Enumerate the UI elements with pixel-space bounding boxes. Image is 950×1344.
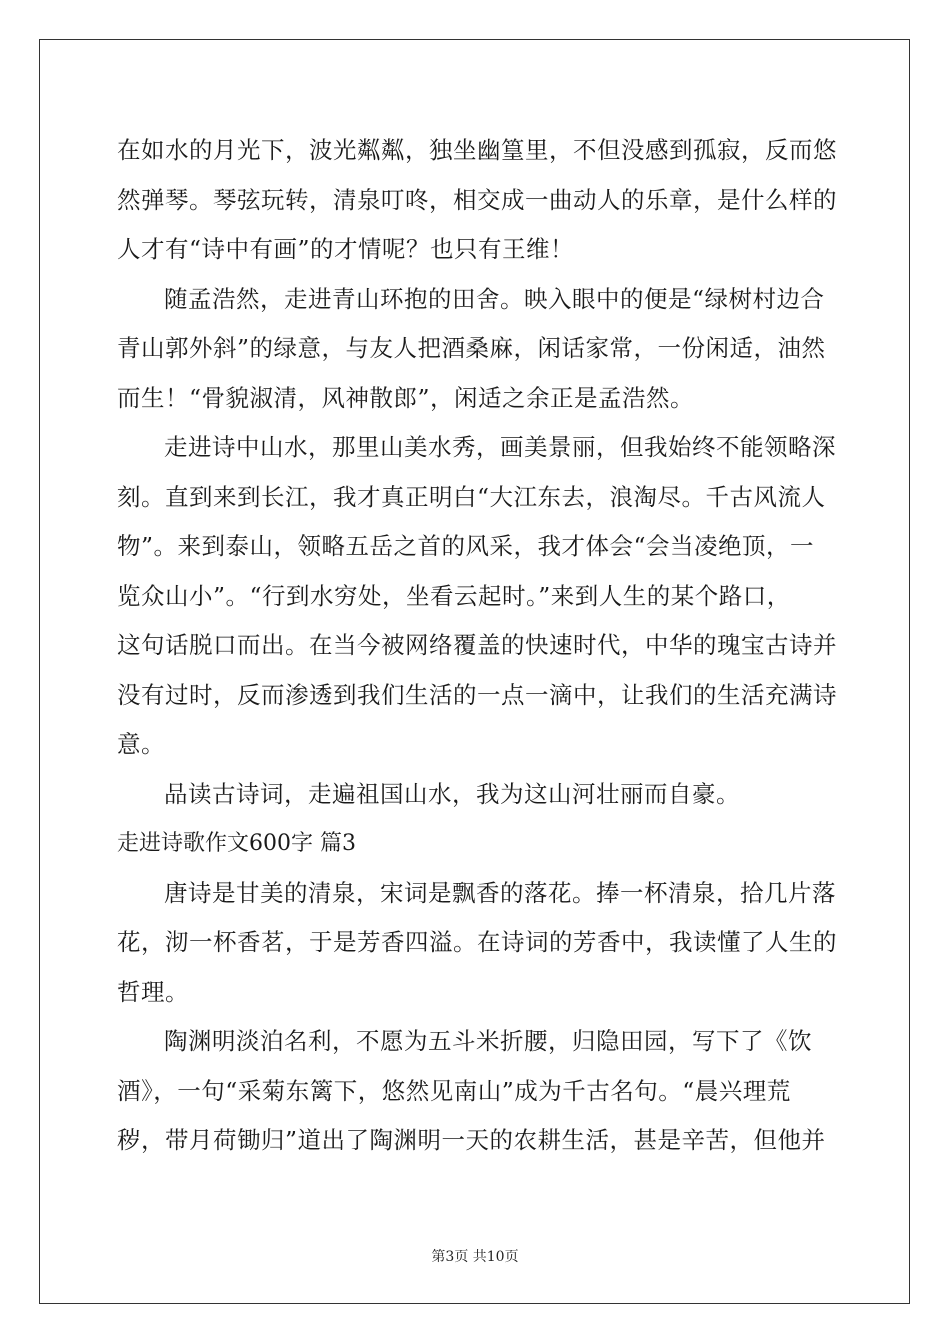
paragraph — [117, 869, 837, 1018]
text-line: 走进诗中山水，那里山美水秀，画美景丽，但我始终不能领略深 — [164, 433, 836, 461]
text-line: 随孟浩然，走进青山环抱的田舍。映入眼中的便是“绿树村边合 — [164, 284, 825, 313]
paragraph — [117, 275, 837, 424]
text-line: 人才有“诗中有画”的才情呢？也只有王维！ — [117, 235, 575, 263]
text-line: 哲理。 — [117, 977, 189, 1006]
text-line: 没有过时，反而渗透到我们生活的一点一滴中，让我们的生活充满诗 — [117, 680, 837, 709]
text-line: 而生！“骨貌淑清，风神散郎”，闲适之余正是孟浩然。 — [117, 383, 695, 412]
page-number-footer: 第3页 共10页 — [431, 1249, 519, 1265]
paragraph — [117, 1017, 837, 1166]
text-line: 在如水的月光下，波光粼粼，独坐幽篁里，不但没感到孤寂，反而悠 — [117, 136, 837, 164]
text-line: 酒》，一句“采菊东篱下，悠然见南山”成为千古名句。“晨兴理荒 — [117, 1076, 791, 1105]
text-line: 花，沏一杯香茗，于是芳香四溢。在诗词的芳香中，我读懂了人生的 — [117, 928, 837, 956]
text-line: 陶渊明淡泊名利，不愿为五斗米折腰，归隐田园，写下了《饮 — [164, 1027, 812, 1055]
text-line: 刻。直到来到长江，我才真正明白“大江东去，浪淘尽。千古风流人 — [117, 482, 826, 511]
text-line: 品读古诗词，走遍祖国山水，我为这山河壮丽而自豪。 — [164, 779, 740, 808]
text-line: 这句话脱口而出。在当今被网络覆盖的快速时代，中华的瑰宝古诗并 — [117, 631, 837, 659]
paragraph — [117, 126, 837, 275]
text-line: 唐诗是甘美的清泉，宋词是飘香的落花。捧一杯清泉，拾几片落 — [164, 878, 836, 907]
text-line: 物”。来到泰山，领略五岳之首的风采，我才体会“会当凌绝顶，一 — [117, 532, 815, 560]
text-line: 秽，带月荷锄归”道出了陶渊明一天的农耕生活，甚是辛苦，但他并 — [117, 1126, 826, 1154]
text-line: 意。 — [117, 730, 165, 758]
text-line: 然弹琴。琴弦玩转，清泉叮咚，相交成一曲动人的乐章，是什么样的 — [117, 185, 837, 214]
section-heading: 走进诗歌作文600字 篇3 — [117, 831, 356, 856]
document-body — [117, 126, 837, 1166]
paragraph — [117, 770, 837, 820]
text-line: 览众山小”。“行到水穷处，坐看云起时。”来到人生的某个路口， — [117, 581, 791, 610]
text-line: 青山郭外斜”的绿意，与友人把酒桑麻，闲话家常，一份闲适，油然 — [117, 334, 826, 362]
paragraph — [117, 423, 837, 770]
